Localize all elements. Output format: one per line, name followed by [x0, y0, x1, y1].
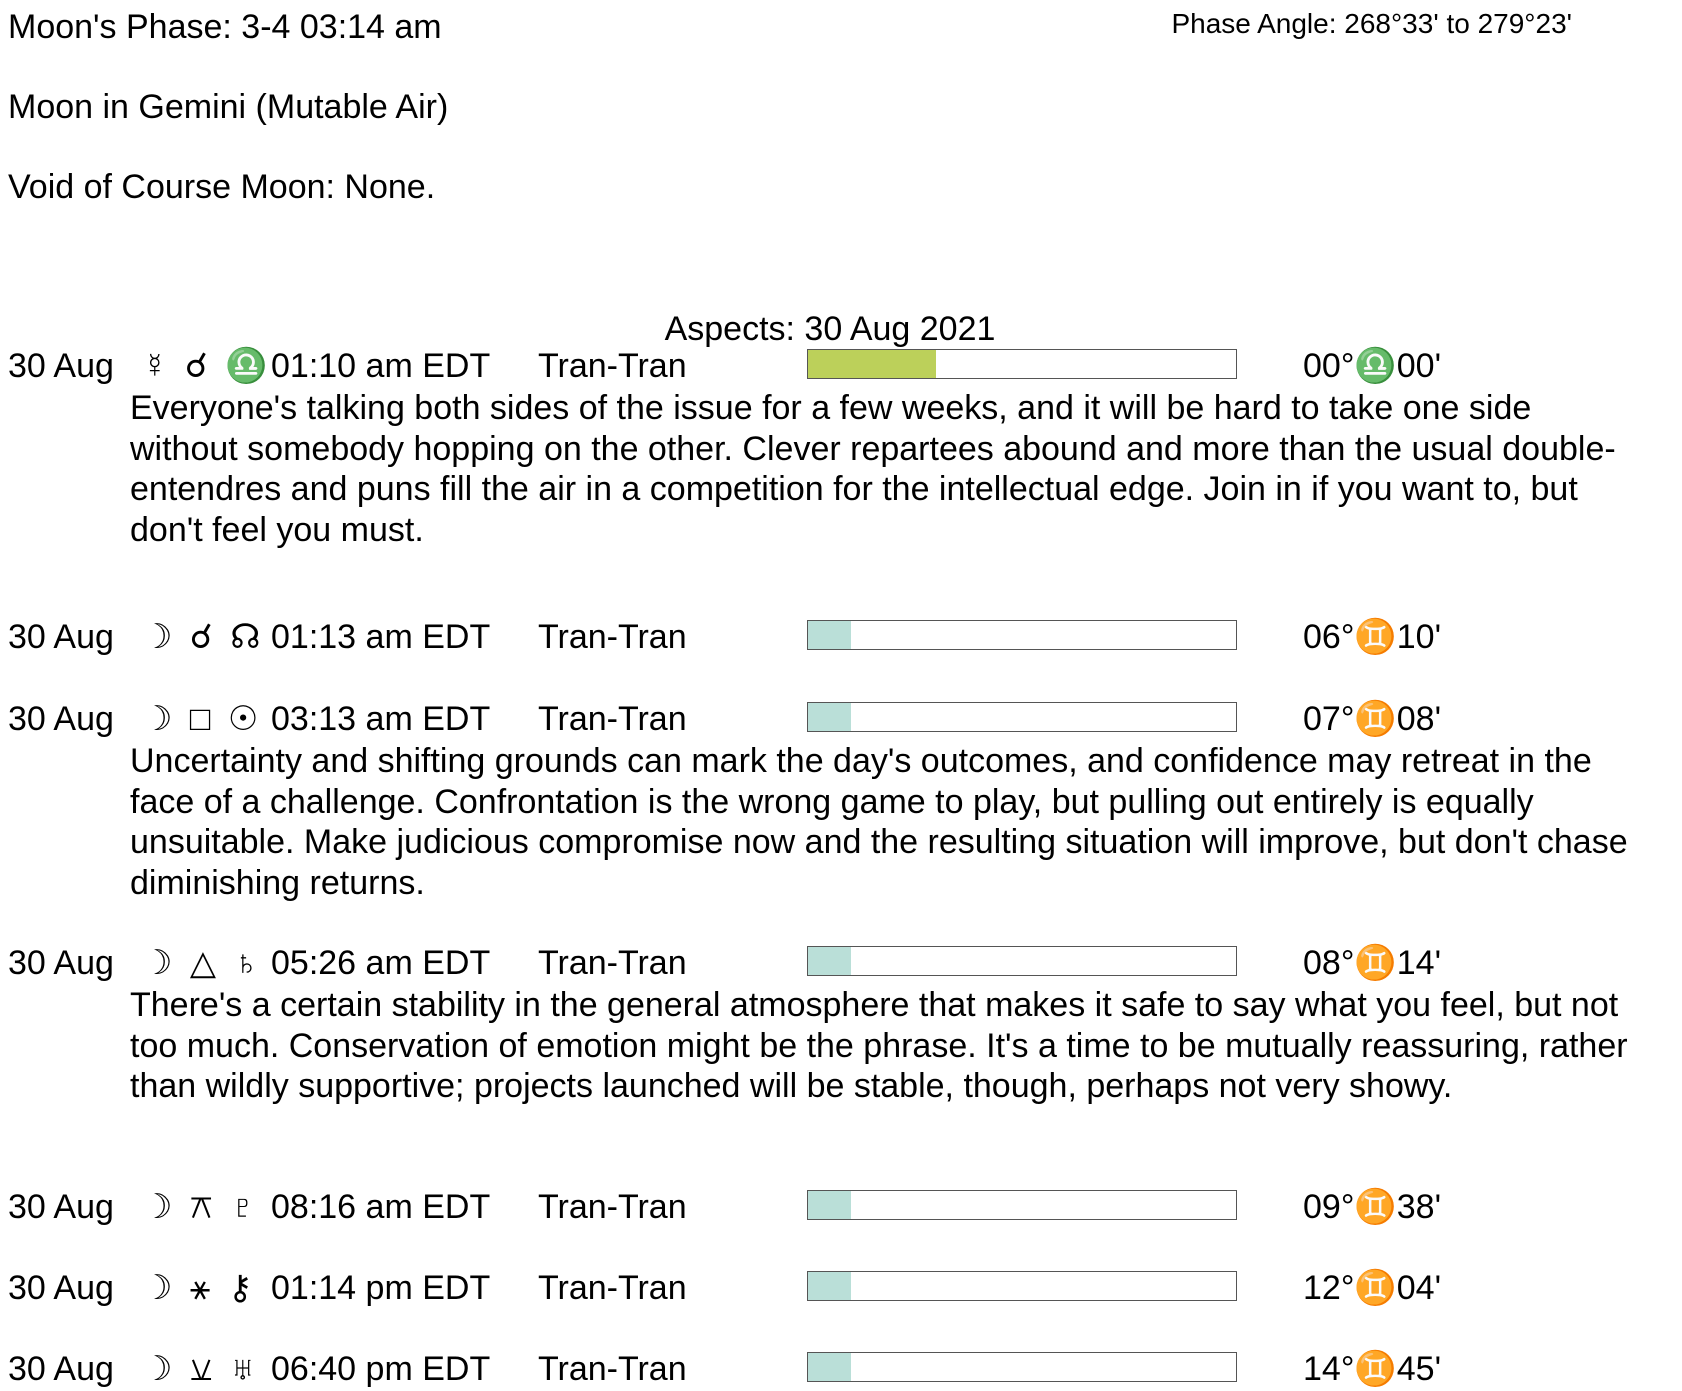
- aspect-position: 09°♊38': [1303, 1188, 1442, 1226]
- aspect-time: 01:10 am EDT: [271, 347, 491, 385]
- aspect-time: 03:13 am EDT: [271, 700, 491, 738]
- aspect-time: 01:13 am EDT: [271, 618, 491, 656]
- moon-phase-text: Moon's Phase: 3-4 03:14 am: [8, 8, 442, 46]
- aspect-row: [0, 615, 1682, 659]
- aspect-type: Tran-Tran: [538, 1188, 687, 1226]
- aspect-type: Tran-Tran: [538, 1269, 687, 1307]
- aspect-position: 12°♊04': [1303, 1269, 1442, 1307]
- aspect-entry: [0, 1266, 1682, 1310]
- moon-sign-text: Moon in Gemini (Mutable Air): [8, 88, 449, 126]
- aspect-date: 30 Aug: [8, 1350, 114, 1388]
- strength-bar: [807, 946, 1237, 976]
- aspect-position: 06°♊10': [1303, 618, 1442, 656]
- aspect-position: 00°♎00': [1303, 347, 1442, 385]
- aspect-glyphs: ☽ ⚺ ♅: [142, 1350, 260, 1388]
- aspect-row: [0, 941, 1682, 985]
- strength-bar: [807, 702, 1237, 732]
- strength-bar-fill: [808, 947, 851, 975]
- aspect-description: Everyone's talking both sides of the issue for a few weeks, and it will be hard to take one side without somebody hopping on the other. Clever repartees abound and more than the usual double-entendres and puns fill the air in a competition for the intellectual edge. Join in if you want to, but don't feel you must.: [130, 389, 1616, 549]
- phase-angle-text: Phase Angle: 268°33' to 279°23': [1171, 8, 1572, 39]
- aspect-row: [0, 1347, 1682, 1391]
- aspect-row: [0, 344, 1682, 388]
- aspect-row: [0, 697, 1682, 741]
- aspect-glyphs: ☽ △ ♄: [142, 944, 264, 982]
- aspect-time: 05:26 am EDT: [271, 944, 491, 982]
- aspect-description: There's a certain stability in the general atmosphere that makes it safe to say what you feel, but not too much. Conservation of emotion might be the phrase. It's a time to be mutually reassuring, rather than wildly supportive; projects launched will be stable, though, perhaps not very showy.: [130, 986, 1628, 1105]
- aspects-heading: Aspects: 30 Aug 2021: [664, 310, 996, 348]
- aspect-entry: [0, 941, 1682, 1107]
- aspect-entry: [0, 344, 1682, 550]
- aspect-entry: [0, 697, 1682, 903]
- aspect-glyphs: ☽ ☌ ☊: [142, 618, 265, 656]
- aspect-glyphs: ☽ □ ☉: [142, 700, 263, 738]
- aspect-type: Tran-Tran: [538, 944, 687, 982]
- strength-bar: [807, 349, 1237, 379]
- aspect-entry: [0, 1185, 1682, 1229]
- aspect-position: 08°♊14': [1303, 944, 1442, 982]
- aspect-type: Tran-Tran: [538, 1350, 687, 1388]
- aspect-description: Uncertainty and shifting grounds can mark the day's outcomes, and confidence may retreat in the face of a challenge. Confrontation is the wrong game to play, but pulling out entirely is equally unsuitable. Make judicious compromise now and the resulting situation will improve, but don't chase diminishing returns.: [130, 742, 1628, 902]
- strength-bar-fill: [808, 1191, 851, 1219]
- aspect-row: [0, 1266, 1682, 1310]
- strength-bar-fill: [808, 703, 851, 731]
- aspect-date: 30 Aug: [8, 944, 114, 982]
- aspect-glyphs: ☽ ⚻ ♇: [142, 1188, 260, 1226]
- strength-bar: [807, 1271, 1237, 1301]
- aspect-time: 06:40 pm EDT: [271, 1350, 491, 1388]
- aspect-date: 30 Aug: [8, 1269, 114, 1307]
- aspect-entry: [0, 615, 1682, 659]
- aspect-glyphs: ☽ ⚹ ⚷: [142, 1269, 257, 1307]
- aspect-time: 08:16 am EDT: [271, 1188, 491, 1226]
- aspect-date: 30 Aug: [8, 618, 114, 656]
- strength-bar-fill: [808, 350, 936, 378]
- strength-bar: [807, 620, 1237, 650]
- aspect-position: 14°♊45': [1303, 1350, 1442, 1388]
- aspect-position: 07°♊08': [1303, 700, 1442, 738]
- aspect-type: Tran-Tran: [538, 618, 687, 656]
- aspect-type: Tran-Tran: [538, 700, 687, 738]
- strength-bar: [807, 1190, 1237, 1220]
- aspect-glyphs: ☿ ☌ ♎: [142, 347, 272, 385]
- strength-bar: [807, 1352, 1237, 1382]
- void-of-course-text: Void of Course Moon: None.: [8, 168, 436, 206]
- aspect-date: 30 Aug: [8, 700, 114, 738]
- aspect-entry: [0, 1347, 1682, 1391]
- aspect-row: [0, 1185, 1682, 1229]
- aspect-time: 01:14 pm EDT: [271, 1269, 491, 1307]
- strength-bar-fill: [808, 1353, 851, 1381]
- aspect-type: Tran-Tran: [538, 347, 687, 385]
- aspect-date: 30 Aug: [8, 1188, 114, 1226]
- aspect-date: 30 Aug: [8, 347, 114, 385]
- strength-bar-fill: [808, 1272, 851, 1300]
- strength-bar-fill: [808, 621, 851, 649]
